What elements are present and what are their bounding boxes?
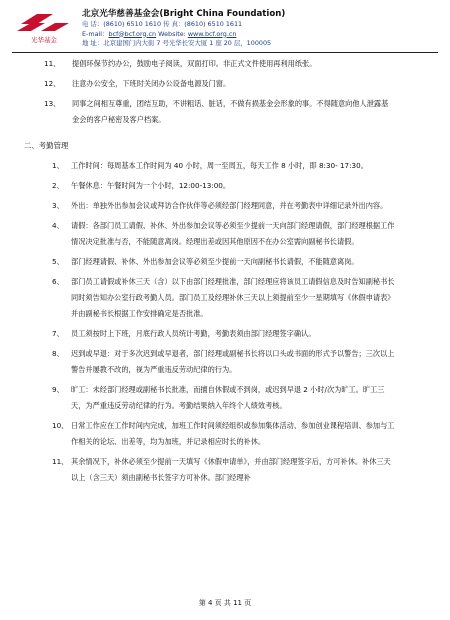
- list-item: [0, 418, 398, 450]
- list-item: [0, 326, 398, 342]
- item-text: 工作时间：每周基本工作时间为 40 小时，周一至周五，每天工作 8 小时，即 8:30- 17:30。: [71, 161, 368, 170]
- logo-caption: 光华基金: [31, 36, 57, 44]
- item-number: 1、: [52, 161, 64, 170]
- list-item: [0, 274, 398, 322]
- item-number: 4、: [52, 221, 64, 230]
- list-item: [0, 346, 398, 378]
- org-name: 北京光华慈善基金会(Bright China Foundation): [82, 9, 286, 19]
- item-number: 13、: [44, 99, 61, 108]
- list-item: [0, 254, 398, 270]
- list-item: [0, 76, 402, 92]
- list-item: [0, 158, 398, 174]
- letterhead: [0, 0, 450, 52]
- item-text: 部门经理请假、补休、外出参加会议等必须至少提前一天向副秘书长请假，不能随意离岗。: [71, 257, 359, 266]
- item-number: 9、: [52, 385, 64, 394]
- item-number: 7、: [52, 329, 64, 338]
- item-number: 5、: [52, 257, 64, 266]
- item-text: 部门员工请假或补休三天（含）以下由部门经理批准，部门经理应将该员工请假信息及时告知副秘书长同时须告知办公室行政考勤人员。部门员工及经理补休三天以上须提前至少一星期填写《休假申请表》并由副秘书长根据工作安排确定是否批准。: [71, 277, 395, 318]
- item-number: 10、: [52, 421, 69, 430]
- list-item: [0, 198, 398, 214]
- item-number: 11、: [52, 457, 69, 466]
- foundation-logo: [15, 7, 73, 47]
- list-item: [0, 454, 398, 486]
- section-title: 二、考勤管理: [24, 141, 69, 150]
- item-text: 午餐休息：午餐时间为一个小时，12:00-13:00。: [71, 181, 231, 190]
- document-body: [0, 56, 450, 490]
- email-label: E-mail：: [82, 29, 109, 38]
- item-text: 注意办公安全，下班时关闭办公设备电源及门窗。: [72, 79, 231, 88]
- org-info: [82, 8, 442, 49]
- list-item: [0, 96, 390, 128]
- item-text: 提倡环保节约办公，鼓励电子阅读，双面打印。非正式文件使用再利用纸张。: [72, 59, 317, 68]
- top-items: [0, 56, 450, 128]
- item-text: 员工须按时上下班，月底行政人员统计考勤，考勤表须由部门经理签字确认。: [71, 329, 316, 338]
- list-item: [0, 218, 398, 250]
- item-number: 11、: [44, 59, 61, 68]
- item-text: 外出：单独外出参加会议或拜访合作伙伴等必须经部门经理同意，并在考勤表中详细记录外出内容。: [71, 201, 388, 210]
- item-number: 6、: [52, 277, 64, 286]
- item-text: 日常工作应在工作时间内完成，加班工作时间须经组织或参加集体活动、参加创业课程培训、参加与工作相关的论坛、出差等，均为加班，并记录相应时长的补休。: [71, 421, 395, 446]
- website-label: Website:: [156, 29, 188, 38]
- attendance-items: [0, 158, 450, 486]
- item-text: 旷工：未经部门经理或副秘书长批准，而擅自休假或不到岗，或迟到早退 2 小时/次为旷工。旷工三天，为严重违反劳动纪律的行为。考勤结果纳入年终个人绩效考核。: [71, 385, 385, 410]
- page-number: 第 4 页 共 11 页: [198, 599, 252, 607]
- list-item: [0, 382, 398, 414]
- item-text: 同事之间相互尊重，团结互助，不讲粗话、脏话，不做有损基金会形象的事。不得随意向他人泄露基金会的客户秘密及客户档案。: [72, 99, 389, 124]
- item-number: 3、: [52, 201, 64, 210]
- item-number: 12、: [44, 79, 61, 88]
- contact-line: [82, 30, 442, 40]
- item-text: 请假：各部门员工请假、补休、外出参加会议等必须至少提前一天向部门经理请假，部门经理根据工作情况决定批准与否，不能随意离岗。经理出差或因其他原因不在办公室需向副秘书长请假。: [71, 221, 395, 246]
- list-item: [0, 178, 398, 194]
- address-line: 地 址：北京建国门内大街 7 号光华长安大厦 1 座 20 层，100005: [82, 39, 272, 47]
- website-link[interactable]: www.bcf.org.cn: [187, 29, 237, 38]
- item-text: 其余情况下，补休必须至少提前一天填写《休假申请单》，并由部门经理签字后，方可补休。补休三天以上（含三天）须由副秘书长签字方可补休。部门经理补: [71, 457, 391, 482]
- item-number: 2、: [52, 181, 64, 190]
- item-text: 迟到或早退：对于多次迟到或早退者，部门经理或副秘书长将以口头或书面的形式予以警告；三次以上警告并屡教不改的，视为严重违反劳动纪律的行为。: [71, 349, 395, 374]
- item-number: 8、: [52, 349, 64, 358]
- header-divider: [12, 52, 438, 53]
- email-link[interactable]: bcf@bcf.org.cn: [108, 29, 157, 38]
- list-item: [0, 56, 402, 72]
- phone-line: 电 话：(8610) 6510 1610 传 真：(8610) 6510 1611: [82, 20, 243, 28]
